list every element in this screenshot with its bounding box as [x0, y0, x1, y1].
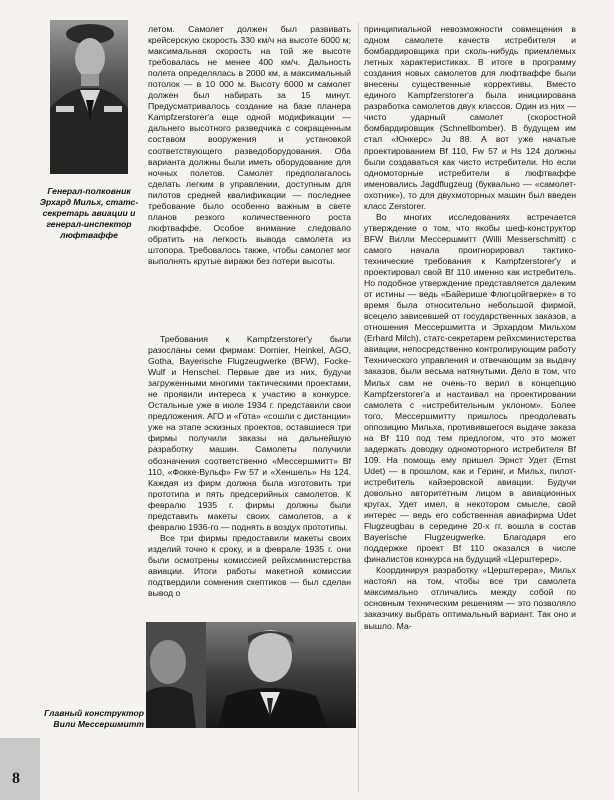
photo-messerschmitt [146, 622, 356, 728]
photo-messerschmitt-drawing [146, 622, 356, 728]
photo-caption-messerschmitt: Главный конструктор Вили Мессершмитт [44, 708, 144, 729]
column-divider [358, 22, 359, 792]
text-column-right [364, 24, 576, 794]
page-number: 8 [12, 770, 20, 787]
portrait-milch-drawing [50, 20, 128, 174]
text-column-left-bottom [148, 334, 351, 620]
paragraph: Все три фирмы предоставили макеты своих изделий точно к сроку, и в феврале 1935 г. они были осмотрены комиссией рейхсминистерства авиации. Итоги работы макетной комиссии подтвердили сомнения скептиков — был сделан вывод о [148, 532, 351, 599]
paragraph: Требования к Kampfzerstorer'у были разосланы семи фирмам: Dornier, Heinkel, AGO, Gotha, Bayerische Flugzeugwerke (BFW), Focke-Wulf и Henschel. Первые две из них, будучи загруженными многими тактическими проектами, не проявили интереса к участию в конкурсе. Остальные уже в июле 1934 г. представили свои предложения. АГО и «Гота» «сошли с дистанции» уже на этапе эскизных проектов, оставшиеся три фирмы получили заказы на дальнейшую разработку машин. Самолеты получили обозначения соответственно «Мессершмитт» Bf 110, «Фокке-Вульф» Fw 57 и «Хеншель» Hs 124. Каждая из фирм должна была изготовить три прототипа и пять предсерийных самолетов. К февралю 1935 г. фирмы должны были представить макеты своих самолетов, а к февралю 1936-го — поднять в воздух прототипы. [148, 334, 351, 532]
page-corner-tab [0, 738, 40, 800]
portrait-caption-milch: Генерал-полковник Эрхард Мильх, статс-секретарь авиации и генерал-инспектор люфтваффе [39, 186, 139, 240]
text-column-left-top [148, 24, 351, 336]
portrait-photo-milch [50, 20, 128, 174]
paragraph: Во многих исследованиях встречается утверждение о том, что якобы шеф-конструктор BFW Вилли Мессершмитт (Willi Messerschmitt) с самого начала проигнорировал тактико-технические требования к Kampfzerstorer'у и проектировал свой Bf 110 именно как истребитель. Но подобное утверждение представляется далеким от истины — ведь «Байерише Флюгцойгверке» в то время была относительно небольшой фирмой, всецело зависевшей от государственных заказов, а отношения Мессершмитта и Эрхардом Мильхом (Erhard Milch), статс-секретарем рейхсминистерства авиации, непосредственно контролирующим работу Технического управления и отвечающим за выдачу заказов, были весьма натянутыми. Дело в том, что Мильх сам не очень-то верил в концепцию Kampfzerstorer'а и настаивал на проектировании самолета с «истребительным уклоном». Более того, Мессершмитту пришлось преодолевать оппозицию Мильха, противившегося выдаче заказа на Bf 110 под тем предлогом, что это может задержать доводку одномоторного истребителя Bf 109. На помощь ему пришел Эрнст Удет (Ernst Udet) — в прошлом, как и Геринг, и Мильх, пилот-истребитель кайзеровской авиации. Будучи довольно авторитетным лицом в авиационных кругах, Удет имел, в некотором смысле, свой интерес — ведь его собственная авиафирма Udet Flugzeugbau в середине 20-х гг. вошла в состав Bayerische Flugzeugwerke. Благодаря его поддержке проект Bf 110 оказался в числе финалистов конкурса на будущий «Церштерер». [364, 211, 576, 565]
paragraph: летом. Самолет должен был развивать крейсерскую скорость 330 км/ч на высоте 6000 м; максимальная скорость на той же высоте требовалась не менее 400 км/ч. Дальность полета определялась в 2000 км, а максимальный потолок — в 10 000 м. Высоту 6000 м самолет должен был набирать за 15 минут. Предусматривалось создание на базе планера Kampfzerstorer'а еще одной модификации — дальнего высотного разведчика с сокращенным составом вооружения и установкой соответствующего разведоборудования. Оба варианта должны были иметь оборудование для ночных полетов. Самолет предполагалось сделать легким в управлении, доступным для пилотов средней квалификации — последнее требование было особенно важным в свете планов резкого количественного роста люфтваффе. Особое внимание следовало обратить на легкость вывода самолета из штопора. Требовалось также, чтобы самолет мог выполнять крутые виражи без потери высоты. [148, 24, 351, 266]
paragraph: принципиальной невозможности совмещения в одном самолете качеств истребителя и бомбардировщика при сколь-нибудь приемлемых летных характеристиках. В итоге в программу создания новых самолетов для люфтваффе были внесены существенные коррективы. Вместо единого Kampfzerstorer'а была инициирована разработка самолетов двух классов. Один из них — чисто ударный самолет (скоростной бомбардировщик (Schnellbomber). В будущем им стал «Юнкерс» Ju 88. А вот уже начатые проектированием Bf 110, Fw 57 и Hs 124 должны были создаваться как чисто истребители. Но если одномоторные истребители в люфтваффе именовались Jagdflugzeug (буквально — «самолет-охотник»), то для двухмоторных машин был введен класс Zerstorer. [364, 24, 576, 211]
paragraph: Координируя разработку «Церштерера», Мильх настоял на том, чтобы все три самолета максимально отличались между собой по основным техническим решениям — это позволяло заказчику выбрать оптимальный вариант. Так оно и вышло. Ма- [364, 565, 576, 631]
